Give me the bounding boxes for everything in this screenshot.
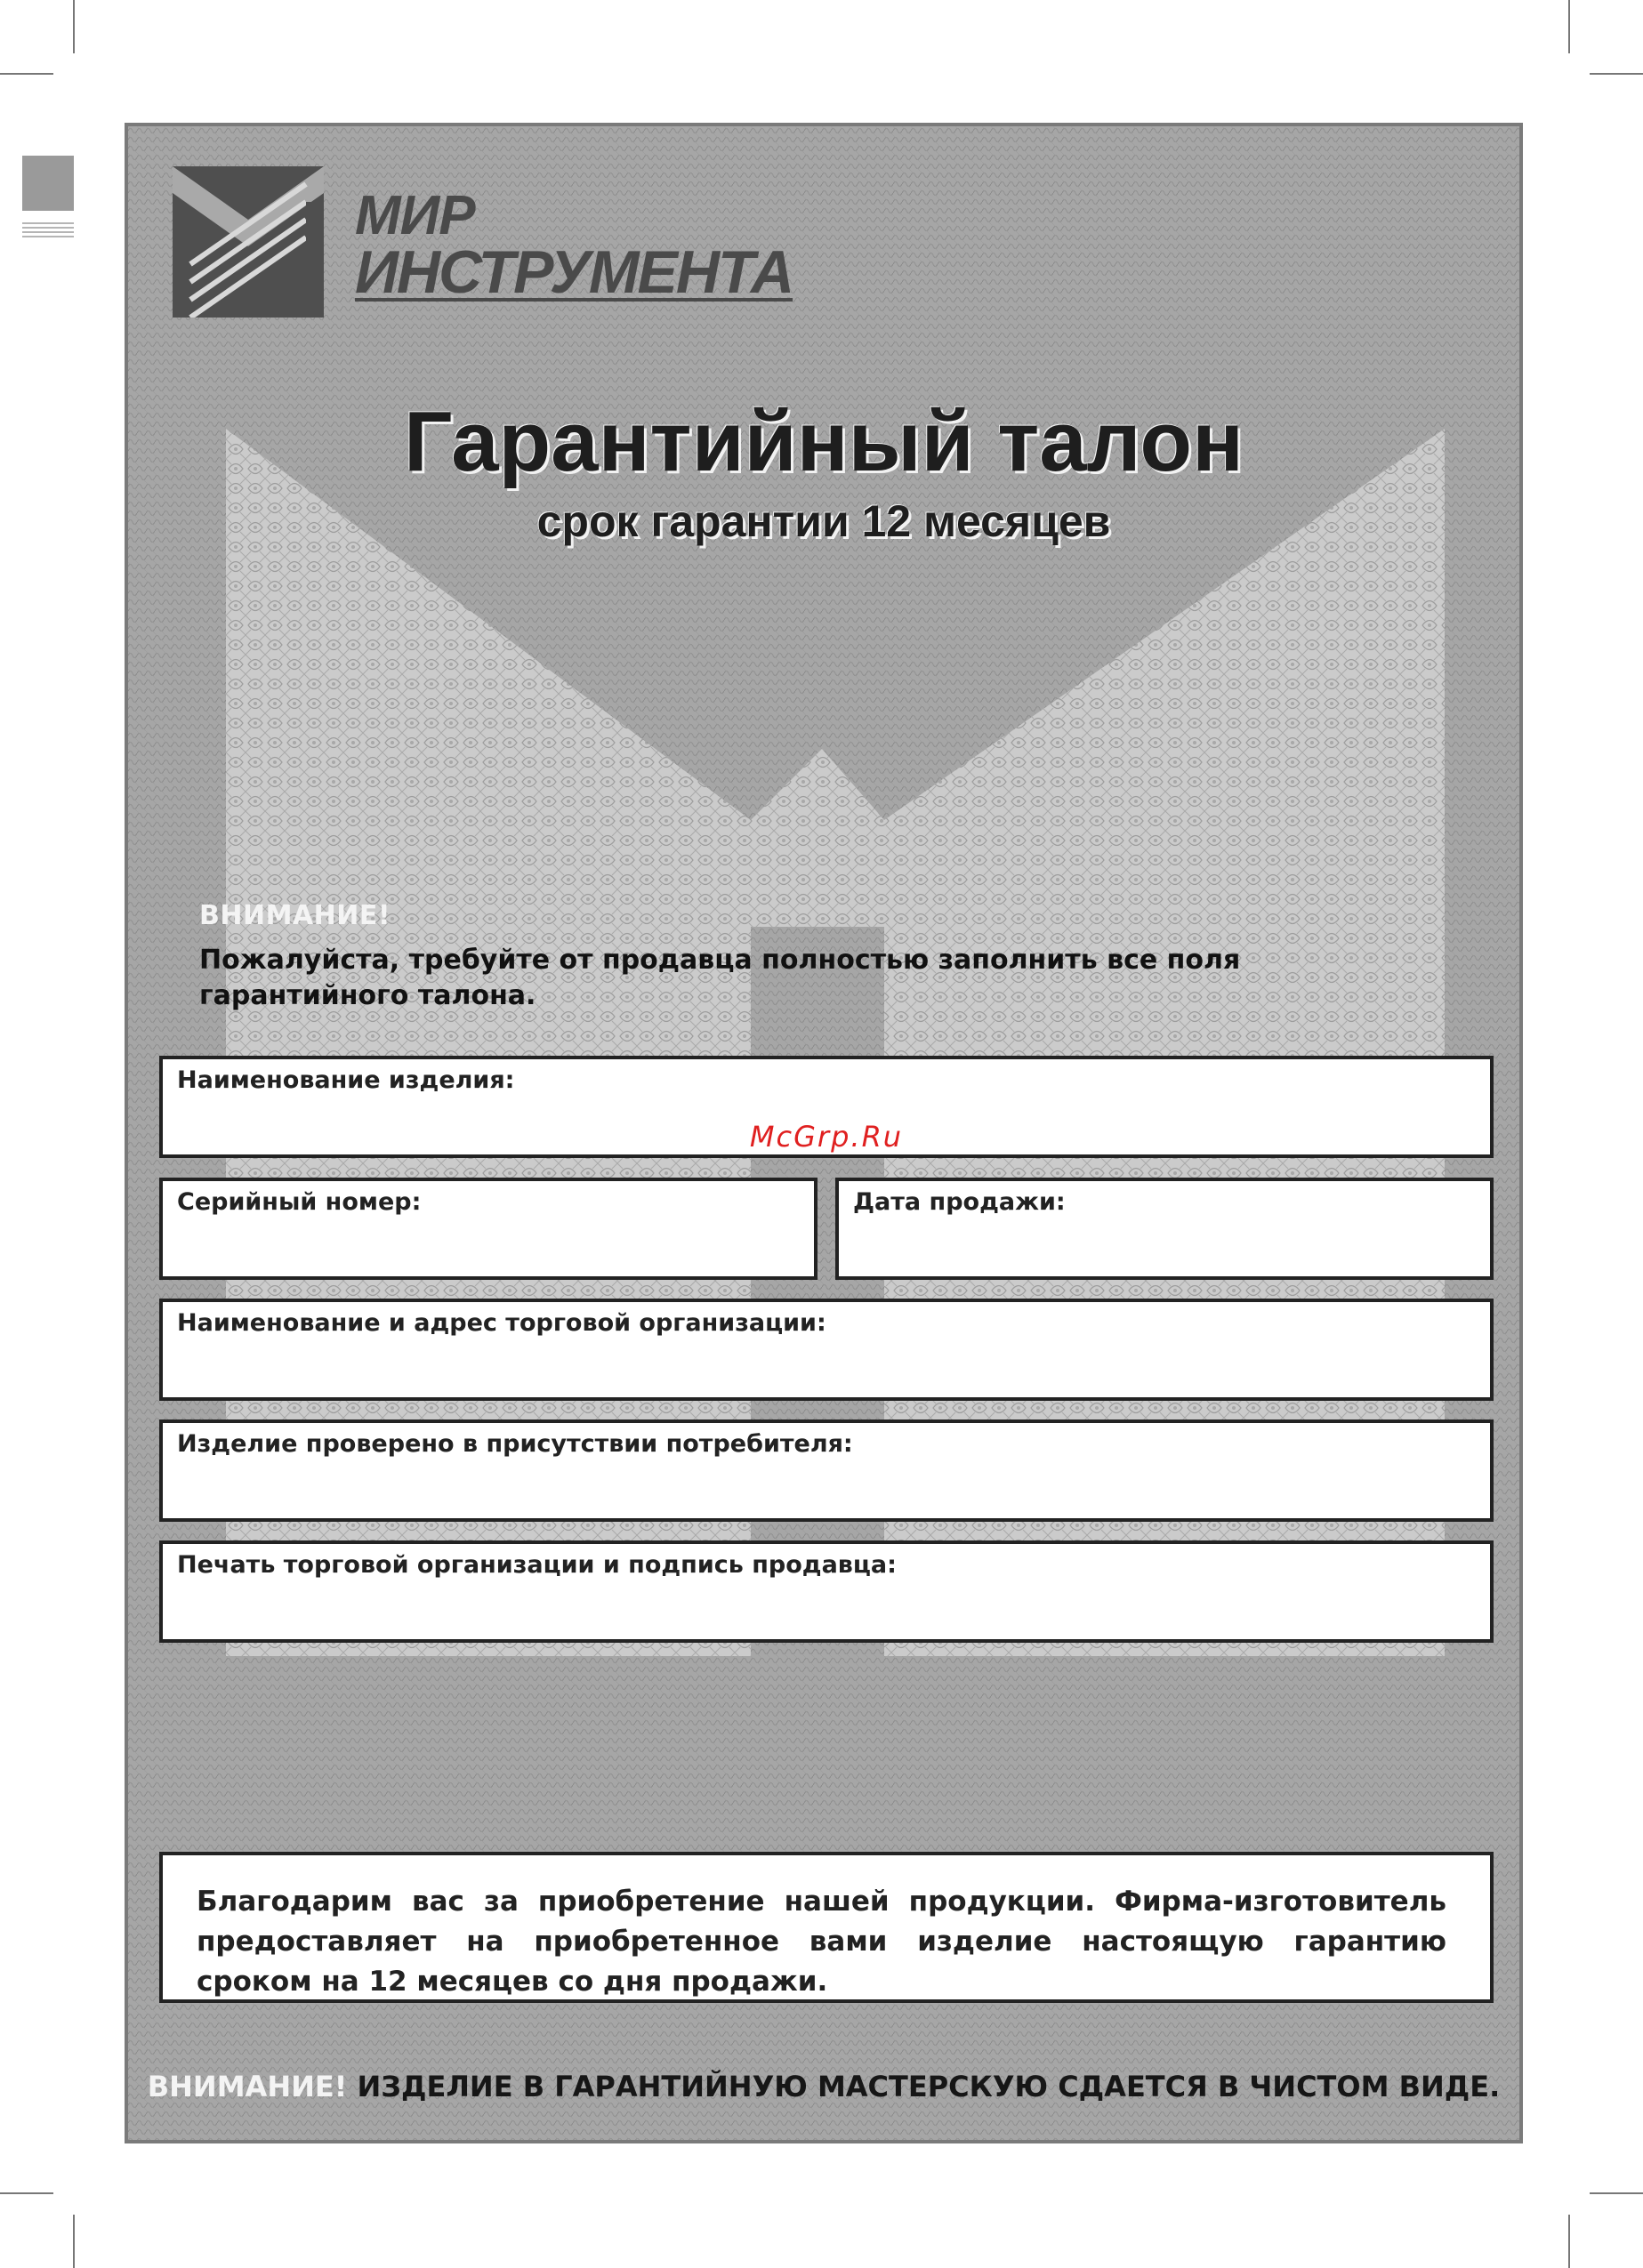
sale-date-field[interactable] [835, 1178, 1494, 1280]
store-name-address-field[interactable] [159, 1299, 1494, 1401]
watermark-text: McGrp.Ru [749, 1120, 904, 1154]
crop-mark [1590, 73, 1643, 75]
crop-mark [1590, 2192, 1643, 2194]
crop-mark [0, 2192, 53, 2194]
bottom-warning [128, 2070, 1519, 2103]
logo-emblem-icon [173, 166, 324, 318]
checked-in-presence-label: Изделие проверено в присутствии потребителя: [177, 1430, 853, 1458]
page-title: Гарантийный талон [403, 394, 1244, 489]
checked-in-presence-field[interactable] [159, 1420, 1494, 1522]
serial-number-label: Серийный номер: [177, 1188, 422, 1216]
thanks-box [159, 1852, 1494, 2003]
serial-number-field[interactable] [159, 1178, 817, 1280]
stamp-signature-label: Печать торговой организации и подпись продавца: [177, 1551, 897, 1579]
sale-date-label: Дата продажи: [853, 1188, 1066, 1216]
bottom-warning-text: ИЗДЕЛИЕ В ГАРАНТИЙНУЮ МАСТЕРСКУЮ СДАЕТСЯ В ЧИСТОМ ВИДЕ. [347, 2070, 1501, 2103]
warranty-card [125, 123, 1523, 2143]
product-name-label: Наименование изделия: [177, 1066, 515, 1094]
attention-text: Пожалуйста, требуйте от продавца полностью заполнить все поля гарантийного талона. [199, 945, 1241, 1011]
side-tab-marker [22, 156, 74, 211]
crop-mark [1568, 0, 1570, 53]
thanks-text: Благодарим вас за приобретение нашей продукции. Фирма-изготовитель предоставляет на приобретенное вами изделие настоящую гарантию сроком на 12 месяцев со дня продажи. [197, 1886, 1446, 1998]
product-name-field[interactable] [159, 1056, 1494, 1158]
logo-text-line2: ИНСТРУМЕНТА [355, 238, 793, 306]
crop-mark [73, 0, 75, 53]
crop-mark [1568, 2215, 1570, 2268]
attention-heading: ВНИМАНИЕ! [199, 900, 391, 931]
page-subtitle: срок гарантии 12 месяцев [536, 496, 1111, 546]
company-logo [173, 166, 795, 318]
side-lines-marker [22, 222, 74, 242]
stamp-signature-field[interactable] [159, 1540, 1494, 1643]
crop-mark [0, 73, 53, 75]
bottom-warning-prefix: ВНИМАНИЕ! [147, 2070, 348, 2103]
logo-text-line1: МИР [355, 185, 475, 246]
crop-mark [73, 2215, 75, 2268]
store-name-address-label: Наименование и адрес торговой организации: [177, 1309, 826, 1337]
